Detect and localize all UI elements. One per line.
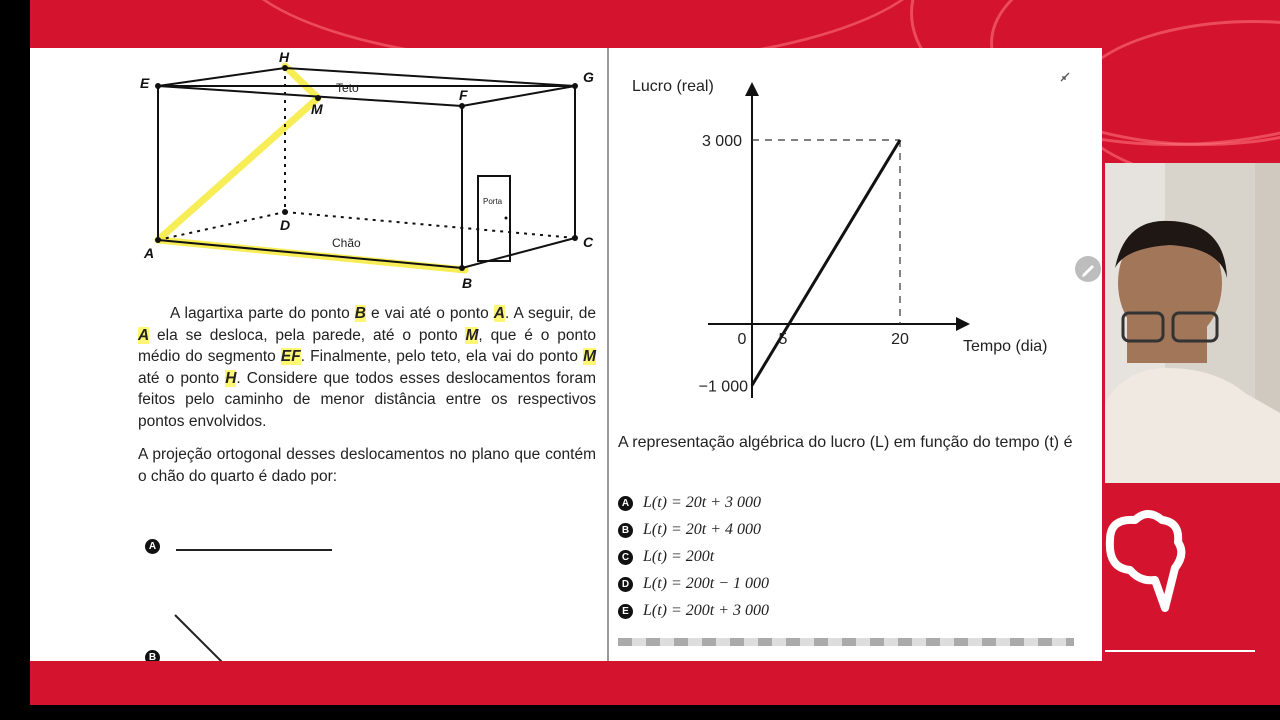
option-a-figure <box>176 549 332 551</box>
room-figure <box>30 48 607 298</box>
option-letter: E <box>618 604 633 619</box>
option-formula: L(t) = 200t <box>643 548 715 565</box>
bottom-black-bar <box>0 705 1280 720</box>
option-letter: D <box>618 577 633 592</box>
vertex-a: A <box>144 245 155 261</box>
option-formula: L(t) = 20t + 4 000 <box>643 521 762 538</box>
exam-document <box>30 48 1102 661</box>
vertex-c: C <box>583 234 594 250</box>
x-axis-arrow <box>956 317 970 331</box>
pencil-button[interactable] <box>1075 256 1101 282</box>
brand-logo-icon <box>1100 510 1190 620</box>
option-e[interactable] <box>618 602 769 620</box>
question1-paragraph2: A projeção ortogonal desses deslocamentos no plano que contém o chão do quarto é dado por: <box>138 446 596 485</box>
series-line <box>752 140 900 385</box>
question1-paragraph1: A lagartixa parte do ponto B e vai até o ponto A. A seguir, de A ela se desloca, pela parede, até o ponto M, que é o ponto médio do segmento EF. Finalmente, pelo teto, ela vai do ponto M até o ponto H. Considere que todos esses deslocamentos foram feitos pelo caminho de menor distância entre os respectivos pontos envolvidos. <box>138 305 597 430</box>
floor-label: Chão <box>332 236 361 250</box>
x-tick-label-0: 0 <box>737 331 747 348</box>
pencil-icon <box>1075 256 1101 282</box>
option-b-bullet[interactable]: B <box>145 650 160 661</box>
option-a[interactable] <box>618 494 761 512</box>
y-tick-label-minus1000: −1 000 <box>698 378 748 396</box>
option-d[interactable] <box>618 575 769 593</box>
option-formula: L(t) = 20t + 3 000 <box>643 494 762 511</box>
vertex-d: D <box>280 217 291 233</box>
vertex-e: E <box>140 75 150 91</box>
profit-chart <box>620 68 1090 428</box>
option-formula: L(t) = 200t − 1 000 <box>643 575 770 592</box>
option-letter: C <box>618 550 633 565</box>
white-line <box>1105 650 1255 652</box>
left-black-bar <box>0 0 30 720</box>
y-tick-label-3000: 3 000 <box>701 133 742 150</box>
chart-xlabel: Tempo (dia) <box>963 338 1048 355</box>
x-tick-label-5: 5 <box>778 331 788 348</box>
option-letter: B <box>618 523 633 538</box>
vertex-h: H <box>279 49 290 65</box>
option-letter: A <box>618 496 633 511</box>
vertex-m: M <box>311 101 323 117</box>
option-a-bullet[interactable]: A <box>145 539 160 554</box>
door-label: Porta <box>483 197 503 206</box>
ceiling-label: Teto <box>336 81 359 95</box>
vertex-b: B <box>462 275 473 291</box>
chart-ylabel: Lucro (real) <box>632 78 714 95</box>
page-divider <box>607 48 609 661</box>
question2-prompt: A representação algébrica do lucro (L) em função do tempo (t) é <box>618 434 1073 451</box>
option-b[interactable] <box>618 521 761 539</box>
option-formula: L(t) = 200t + 3 000 <box>643 602 770 619</box>
vertex-g: G <box>583 69 594 85</box>
y-axis-arrow <box>745 82 759 96</box>
wavy-separator <box>618 638 1074 646</box>
vertex-f: F <box>459 87 468 103</box>
x-tick-label-20: 20 <box>891 331 909 348</box>
option-b-figure <box>170 610 230 661</box>
option-c[interactable] <box>618 548 714 566</box>
webcam-feed <box>1105 163 1280 483</box>
shrink-icon[interactable] <box>1058 70 1072 84</box>
